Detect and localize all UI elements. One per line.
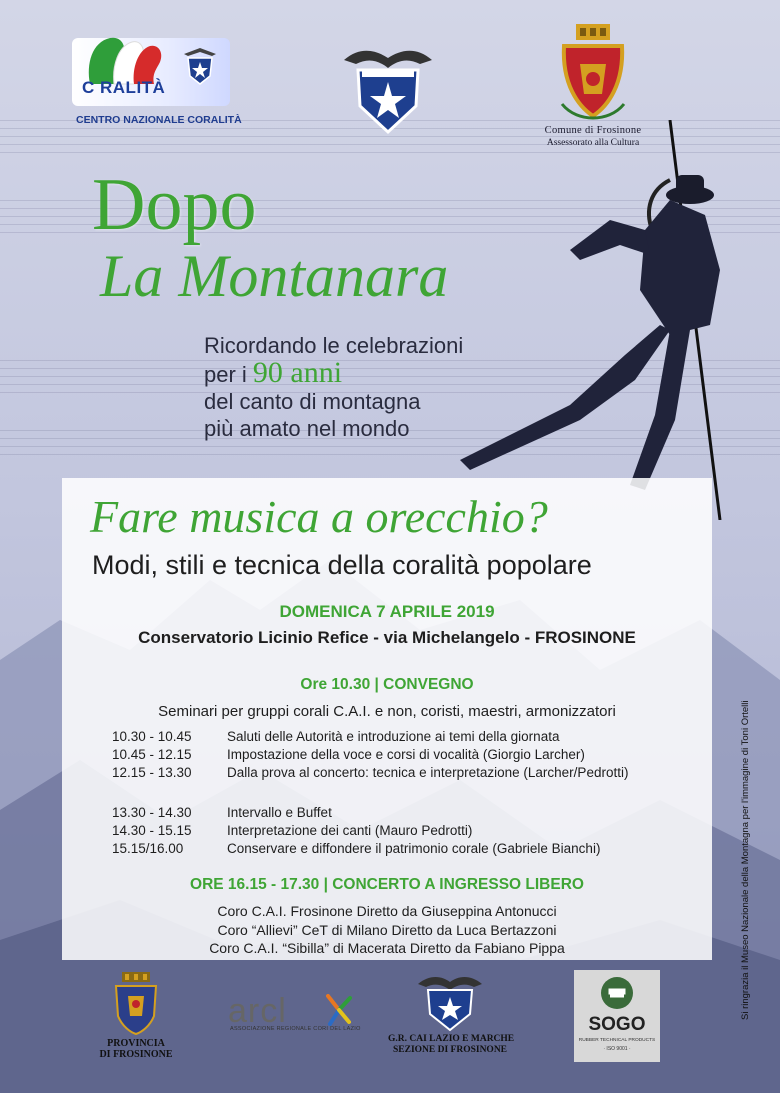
event-date: DOMENICA 7 APRILE 2019 bbox=[279, 602, 495, 621]
schedule-row bbox=[112, 840, 600, 858]
subtitle-prefix: per i bbox=[204, 362, 253, 387]
provincia-crest-icon bbox=[110, 972, 162, 1036]
sogo-name: SOGO bbox=[588, 1014, 646, 1035]
title-line-1: Dopo bbox=[92, 164, 257, 246]
gr-line-2: SEZIONE DI FROSINONE bbox=[392, 1045, 508, 1055]
schedule-text: Conservare e diffondere il patrimonio corale (Gabriele Bianchi) bbox=[227, 841, 601, 856]
schedule-time: 10.45 - 12.15 bbox=[112, 747, 192, 762]
choir-item: Coro “Allievi” CeT di Milano Diretto da Luca Bertazzoni bbox=[217, 921, 557, 938]
cai-bottom-icon bbox=[416, 970, 484, 1032]
schedule-time: 10.30 - 10.45 bbox=[112, 729, 192, 744]
schedule-time: 13.30 - 14.30 bbox=[112, 805, 192, 820]
provincia-line-1: PROVINCIA bbox=[107, 1038, 165, 1049]
gr-line-1: G.R. CAI LAZIO E MARCHE bbox=[388, 1034, 515, 1044]
schedule-row bbox=[112, 804, 600, 822]
subtitle-line-1: Ricordando le celebrazioni bbox=[204, 333, 464, 358]
coralita-subtitle: CENTRO NAZIONALE CORALITÀ bbox=[76, 114, 242, 126]
event-topic: Modi, stili e tecnica della coralità popolare bbox=[92, 550, 592, 580]
schedule-text: Intervallo e Buffet bbox=[227, 805, 332, 820]
schedule-text: Impostazione della voce e corsi di vocalità (Giorgio Larcher) bbox=[227, 747, 585, 762]
schedule-text: Dalla prova al concerto: tecnica e interpretazione (Larcher/Pedrotti) bbox=[227, 765, 629, 780]
session-description: Seminari per gruppi corali C.A.I. e non, coristi, maestri, armonizzatori bbox=[158, 703, 616, 720]
coralita-brand: C RALITÀ bbox=[82, 78, 166, 97]
subtitle-line-3: del canto di montagna bbox=[204, 389, 421, 414]
sogo-logo bbox=[574, 970, 660, 1062]
provincia-name bbox=[88, 1038, 184, 1060]
subtitle-highlight: 90 anni bbox=[252, 356, 343, 389]
schedule-row bbox=[112, 746, 628, 764]
concert-label: ORE 16.15 - 17.30 | CONCERTO A INGRESSO LIBERO bbox=[190, 876, 584, 893]
session-label: Ore 10.30 | CONVEGNO bbox=[300, 676, 474, 693]
schedule-row bbox=[112, 764, 628, 782]
sogo-emblem-icon bbox=[600, 976, 634, 1010]
frosinone-name: Comune di Frosinone bbox=[544, 125, 642, 136]
schedule-afternoon bbox=[112, 804, 600, 858]
frosinone-logo bbox=[528, 24, 658, 154]
schedule-row bbox=[112, 822, 600, 840]
choir-item: Coro C.A.I. Frosinone Diretto da Giuseppina Antonucci bbox=[217, 903, 557, 919]
coralita-logo bbox=[72, 34, 242, 134]
subtitle-block bbox=[204, 332, 463, 442]
schedule-time: 12.15 - 13.30 bbox=[112, 765, 192, 780]
title-line-2: La Montanara bbox=[100, 243, 449, 309]
subtitle-line-4: più amato nel mondo bbox=[204, 416, 410, 441]
arcl-logo bbox=[228, 992, 361, 1034]
schedule-morning bbox=[112, 728, 628, 782]
climber-silhouette bbox=[420, 120, 750, 520]
sogo-cert: · ISO 9001 · bbox=[603, 1046, 631, 1052]
schedule-time: 15.15/16.00 bbox=[112, 841, 184, 856]
sogo-subtitle: RUBBER TECHNICAL PRODUCTS bbox=[578, 1038, 656, 1043]
schedule-text: Saluti delle Autorità e introduzione ai temi della giornata bbox=[227, 729, 560, 744]
subtitle-line-2 bbox=[204, 356, 463, 389]
frosinone-subtitle: Assessorato alla Cultura bbox=[546, 138, 640, 148]
event-question: Fare musica a orecchio? bbox=[90, 491, 548, 542]
image-credit: Si ringrazia il Museo Nazionale della Montagna per l'immagine di Toni Ortelli bbox=[740, 700, 751, 1020]
provincia-line-2: DI FROSINONE bbox=[99, 1049, 173, 1060]
choir-item: Coro C.A.I. “Sibilla” di Macerata Diretto da Fabiano Pippa bbox=[209, 940, 565, 956]
gr-cai-logo bbox=[388, 970, 515, 1060]
arcl-star-icon bbox=[324, 994, 354, 1026]
choir-list bbox=[62, 902, 712, 958]
arcl-subtitle: ASSOCIAZIONE REGIONALE CORI DEL LAZIO bbox=[230, 1026, 361, 1032]
schedule-text: Interpretazione dei canti (Mauro Pedrotti) bbox=[227, 823, 473, 838]
frosinone-crest-icon bbox=[558, 24, 628, 120]
gr-cai-name bbox=[388, 1034, 515, 1056]
cai-small-icon bbox=[180, 46, 220, 86]
arcl-name: arcl bbox=[228, 992, 287, 1030]
program-panel bbox=[62, 478, 712, 960]
schedule-row bbox=[112, 728, 628, 746]
cai-logo bbox=[340, 40, 436, 136]
schedule-time: 14.30 - 15.15 bbox=[112, 823, 192, 838]
provincia-logo bbox=[98, 972, 174, 1062]
event-venue: Conservatorio Licinio Refice - via Michelangelo - FROSINONE bbox=[138, 628, 636, 647]
